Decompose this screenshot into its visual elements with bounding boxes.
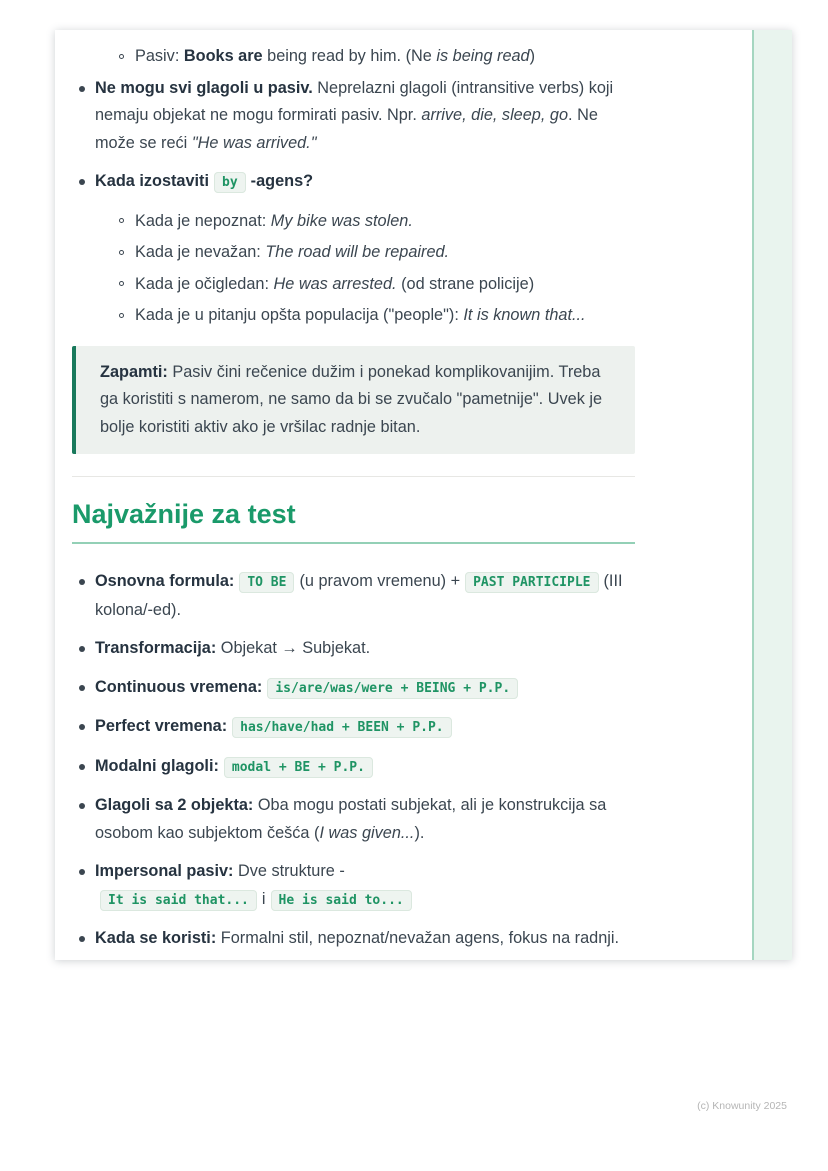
- zapamti-callout: [72, 346, 635, 455]
- text-segment: ): [529, 47, 536, 65]
- text-segment: Books are: [183, 47, 263, 65]
- text-segment: Impersonal pasiv:: [95, 862, 234, 880]
- list-item: [112, 239, 635, 267]
- list-item-text: [95, 796, 606, 842]
- list-item: [72, 792, 635, 847]
- text-segment: Kada je nevažan:: [135, 243, 266, 261]
- list-item-text: [135, 275, 534, 293]
- code-chip: is/are/was/were + BEING + P.P.: [267, 678, 518, 699]
- copyright-footer: (c) Knowunity 2025: [697, 1100, 787, 1112]
- list-item-text: [95, 862, 417, 908]
- text-segment: Dve strukture -: [233, 862, 345, 880]
- text-segment: -agens?: [250, 172, 314, 190]
- text-segment: i: [261, 889, 266, 908]
- text-segment: Continuous vremena:: [95, 677, 263, 696]
- text-segment: . Ne može se reći: [95, 106, 598, 152]
- text-segment: Transformacija:: [95, 639, 217, 657]
- code-chip: by: [214, 172, 246, 193]
- list-item: [72, 568, 635, 624]
- text-segment: Oba mogu postati subjekat, ali je konstrukcija sa osobom kao subjektom češća (: [95, 796, 607, 842]
- passive-voice-notes-list: [72, 43, 635, 330]
- list-item-text: [135, 306, 586, 324]
- dot-bullet-icon: [79, 579, 85, 585]
- list-item-text: [95, 79, 613, 152]
- code-chip: He is said to...: [271, 890, 412, 911]
- text-segment: It is known that...: [463, 306, 586, 324]
- list-item-text: [95, 172, 313, 190]
- section-title: Najvažnije za test: [72, 499, 296, 529]
- list-item-text: [95, 757, 378, 775]
- text-segment: Kada se koristi:: [95, 929, 217, 947]
- text-segment: Pasiv:: [135, 47, 184, 65]
- dot-bullet-icon: [79, 685, 85, 691]
- text-segment: Objekat → Subjekat.: [216, 639, 371, 657]
- dot-bullet-icon: [79, 936, 85, 942]
- text-segment: Ne mogu svi glagoli u pasiv.: [95, 78, 313, 97]
- dot-bullet-icon: [79, 646, 85, 652]
- list-item: [72, 168, 635, 197]
- text-segment: is being read: [436, 47, 530, 65]
- document-page: [55, 30, 792, 960]
- text-segment: Neprelazni glagoli (intransitive verbs) koji nemaju objekat ne mogu formirati pasiv. Npr.: [95, 78, 614, 124]
- text-segment: ).: [414, 823, 425, 842]
- list-item-text: [95, 717, 457, 735]
- text-segment: (u pravom vremenu) +: [299, 572, 461, 590]
- dot-bullet-icon: [79, 724, 85, 730]
- code-chip: PAST PARTICIPLE: [465, 572, 598, 593]
- text-segment: Modalni glagoli:: [95, 756, 219, 775]
- text-segment: arrive, die, sleep, go: [421, 106, 569, 124]
- section-title-underline: [72, 542, 635, 544]
- dot-bullet-icon: [79, 179, 85, 185]
- text-segment: Perfect vremena:: [95, 717, 228, 735]
- list-item: [112, 271, 635, 299]
- dot-bullet-icon: [79, 803, 85, 809]
- text-segment: Kada izostaviti: [95, 172, 210, 190]
- list-item-text: [95, 572, 623, 619]
- list-item-text: [135, 212, 413, 230]
- code-chip: modal + BE + P.P.: [224, 757, 373, 778]
- list-item-text: [135, 47, 535, 65]
- text-segment: I was given...: [319, 823, 415, 842]
- text-segment: The road will be repaired.: [265, 243, 450, 261]
- page-edge-strip: [752, 30, 792, 960]
- list-item-text: [95, 929, 619, 947]
- list-item: [72, 753, 635, 782]
- text-segment: Kada je očigledan:: [135, 274, 274, 293]
- list-item-text: [95, 639, 370, 657]
- circle-bullet-icon: [119, 313, 124, 318]
- list-item: [72, 858, 635, 914]
- list-item: [112, 302, 635, 330]
- list-item: [72, 635, 635, 663]
- text-segment: Glagoli sa 2 objekta:: [95, 796, 254, 814]
- text-segment: Kada je nepoznat:: [135, 211, 271, 230]
- text-segment: "He was arrived.": [191, 133, 317, 152]
- callout-text: [100, 359, 611, 442]
- page-content: [72, 43, 635, 964]
- text-segment: He was arrested.: [273, 274, 397, 293]
- test-summary-list: [72, 568, 635, 953]
- list-item-text: [95, 678, 523, 696]
- list-item: [72, 674, 635, 703]
- list-item: [112, 208, 635, 236]
- circle-bullet-icon: [119, 250, 124, 255]
- text-segment: (III kolona/-ed).: [95, 572, 623, 619]
- text-segment: Formalni stil, nepoznat/nevažan agens, fokus na radnji.: [216, 929, 620, 947]
- text-segment: Osnovna formula:: [95, 572, 235, 590]
- text-segment: (od strane policije): [396, 274, 535, 293]
- text-segment: My bike was stolen.: [270, 211, 413, 230]
- circle-bullet-icon: [119, 281, 124, 286]
- list-item: [72, 925, 635, 953]
- text-segment: Pasiv čini rečenice dužim i ponekad komplikovanijim. Treba ga koristiti s namerom, ne samo da bi se zvučalo "pametnije". Uvek je bolje koristiti aktiv ako je vršilac radnje bitan.: [100, 362, 603, 436]
- text-segment: Zapamti:: [100, 362, 168, 381]
- section-divider: [72, 476, 635, 477]
- text-segment: being read by him. (Ne: [262, 47, 437, 65]
- code-chip: It is said that...: [100, 890, 257, 911]
- dot-bullet-icon: [79, 764, 85, 770]
- code-chip: TO BE: [239, 572, 294, 593]
- dot-bullet-icon: [79, 86, 85, 92]
- list-item-text: [135, 243, 449, 261]
- text-segment: Kada je u pitanju opšta populacija ("people"):: [135, 306, 464, 324]
- code-chip: has/have/had + BEEN + P.P.: [232, 717, 452, 738]
- dot-bullet-icon: [79, 869, 85, 875]
- list-item: [112, 43, 635, 71]
- list-item: [72, 75, 635, 158]
- circle-bullet-icon: [119, 54, 124, 59]
- list-item: [72, 713, 635, 742]
- circle-bullet-icon: [119, 218, 124, 223]
